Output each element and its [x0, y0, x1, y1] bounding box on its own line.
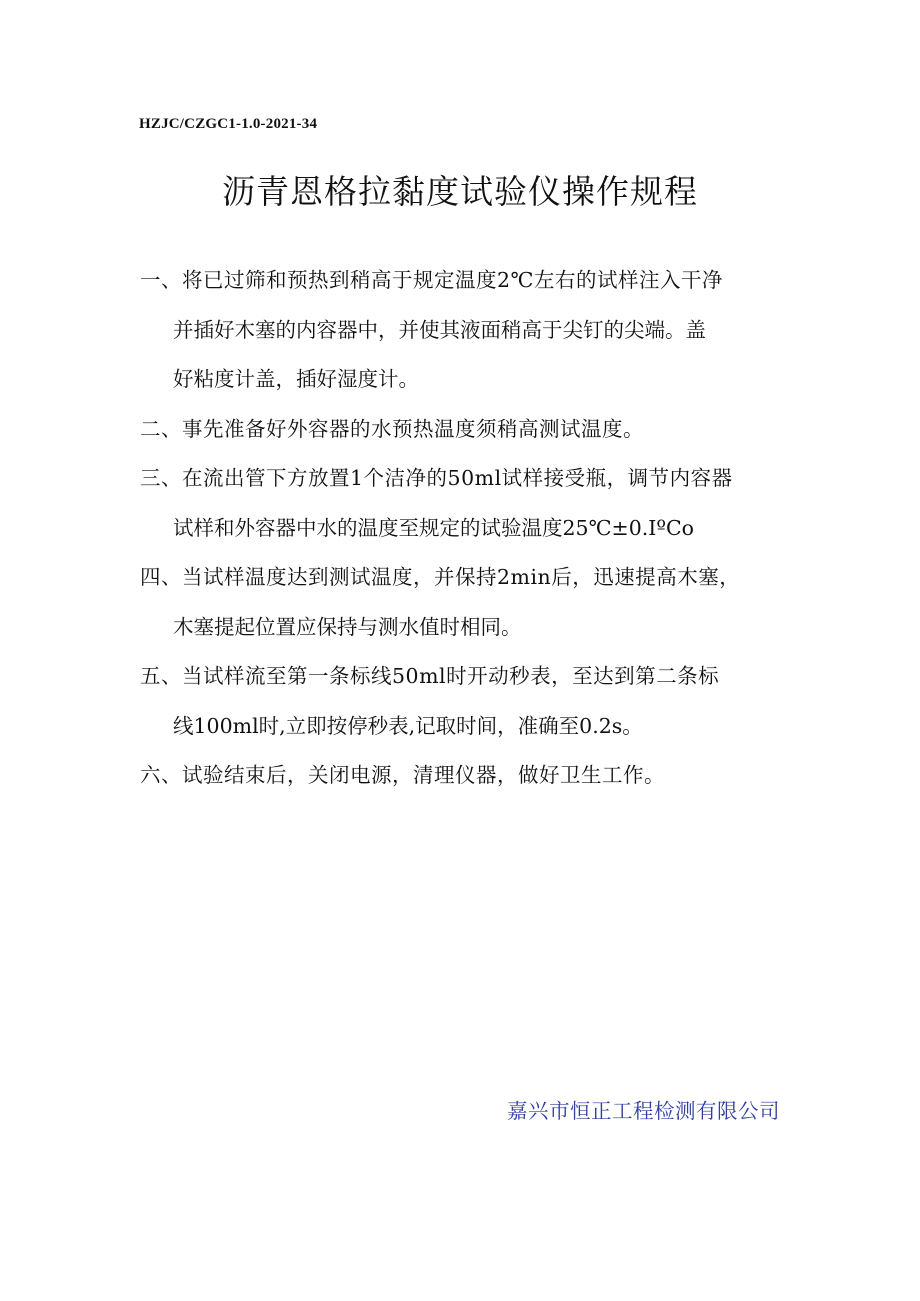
- step-2-line-1: 二、事先准备好外容器的水预热温度须稍高测试温度。: [140, 416, 644, 441]
- document-code: HZJC/CZGC1-1.0-2021-34: [139, 116, 318, 132]
- step-1-line-2: 并插好木塞的内容器中，并使其液面稍高于尖钉的尖端。盖: [173, 317, 706, 342]
- company-name: 嘉兴市恒正工程检测有限公司: [507, 1099, 780, 1123]
- step-6-line-1: 六、试验结束后，关闭电源，清理仪器，做好卫生工作。: [140, 763, 665, 787]
- step-4-line-2: 木塞提起位置应保持与测水值时相同。: [173, 614, 522, 639]
- step-3-line-1: 三、在流出管下方放置1个洁净的50ml试样接受瓶，调节内容器: [140, 466, 733, 490]
- step-4: [140, 559, 790, 658]
- step-3: [140, 460, 790, 559]
- step-5-line-2: 线100ml时,立即按停秒表,记取时间，准确至0.2s。: [173, 713, 643, 738]
- step-1: [140, 262, 790, 411]
- step-6: [140, 757, 790, 807]
- step-5-line-1: 五、当试样流至第一条标线50ml时开动秒表，至达到第二条标: [140, 664, 720, 688]
- step-1-line-3: 好粘度计盖，插好湿度计。: [173, 367, 419, 391]
- step-2: [140, 411, 790, 461]
- step-4-line-1: 四、当试样温度达到测试温度，并保持2min后，迅速提高木塞，: [140, 565, 741, 589]
- document-title: 沥青恩格拉黏度试验仪操作规程: [222, 172, 698, 211]
- procedure-steps: [140, 262, 790, 807]
- step-3-line-2: 试样和外容器中水的温度至规定的试验温度25℃±0.IºCo: [173, 515, 695, 540]
- step-1-line-1: 一、将已过筛和预热到稍高于规定温度2℃左右的试样注入干净: [140, 268, 723, 292]
- step-5: [140, 658, 790, 757]
